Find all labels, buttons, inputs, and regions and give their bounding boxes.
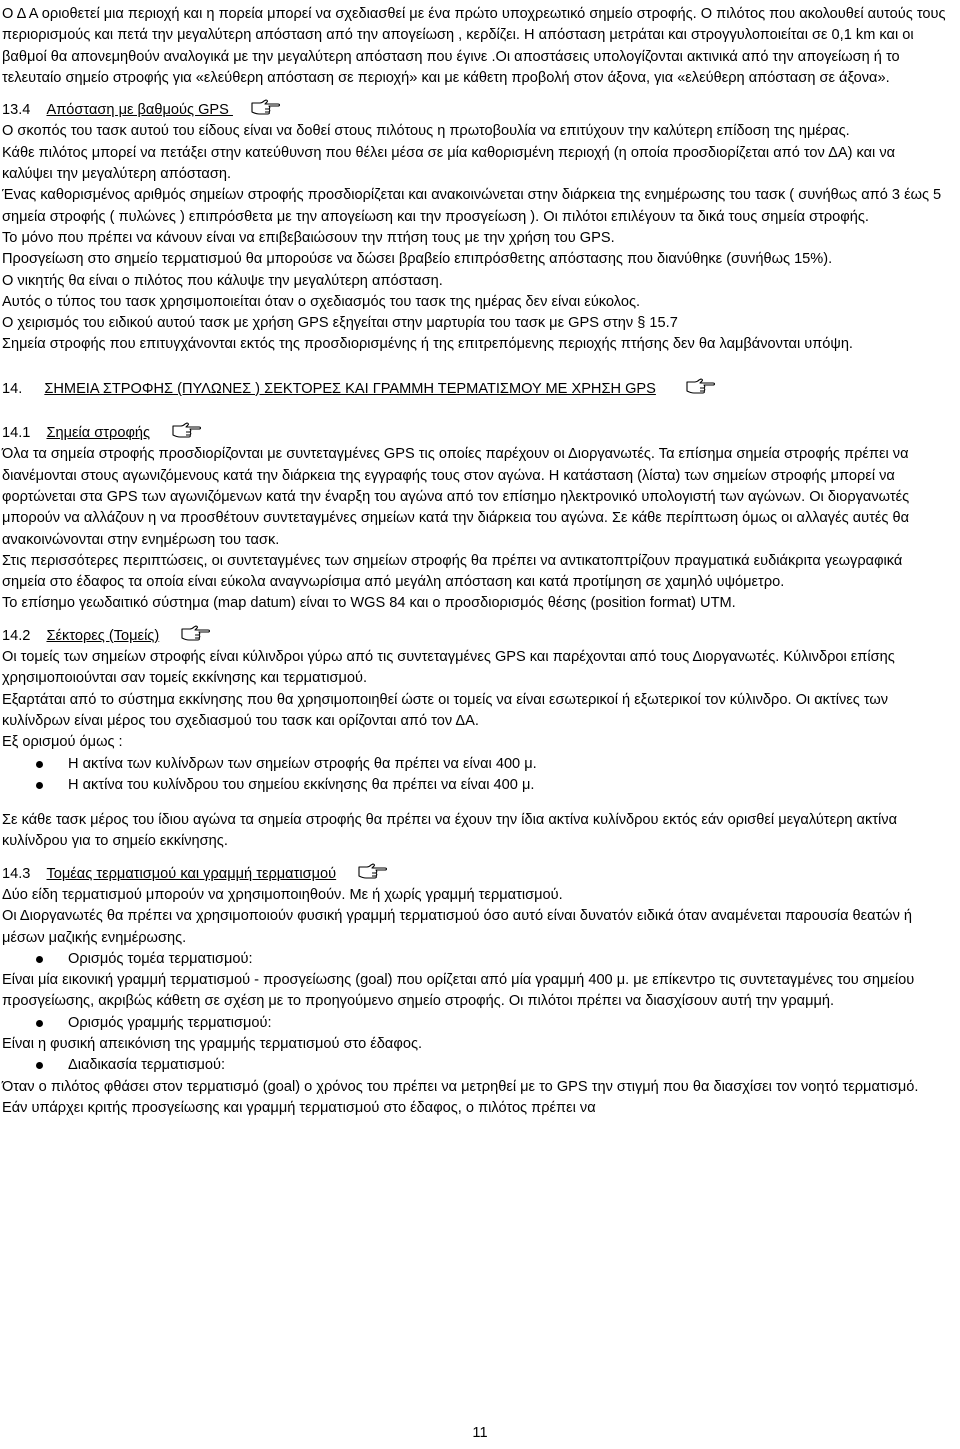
pointing-hand-icon [251, 99, 281, 117]
section-14-3-heading [0, 863, 960, 885]
bullet-list [0, 1013, 960, 1034]
section-title: Σημεία στροφής [46, 425, 151, 442]
section-title: Τομέας τερματισμού και γραμμή τερματισμού [46, 865, 337, 882]
bullet-item [0, 1055, 960, 1076]
bullet-text: Η ακτίνα του κυλίνδρου του σημείου εκκίνησης θα πρέπει να είναι 400 μ. [68, 776, 535, 793]
paragraph: Ένας καθορισμένος αριθμός σημείων στροφής προσδιορίζεται και ανακοινώνεται στην διάρκεια της ενημέρωσης του τασκ ( συνήθως από 3 έως 5 σημεία στροφής ( πυλώνες ) επιπρόσθετα με την απογείωση και την προσγείωση ). Οι πιλότοι επιλέγουν τα δικά τους σημεία στροφής. [2, 187, 942, 225]
section-number: 13.4 [2, 102, 31, 119]
page-number: 11 [472, 1425, 488, 1441]
bullet-item [0, 775, 960, 796]
paragraph: Είναι μία εικονική γραμμή τερματισμού - προσγείωσης (goal) που ορίζεται από μία γραμμή 400 μ. με επίκεντρο τις συντεταγμένες του σημείου προσγείωσης, ακριβώς κάθετη σε σχέση με το προηγούμενο σημείο στροφής. Οι πιλότοι πρέπει να διασχίσουν αυτή την γραμμή. [2, 972, 915, 1010]
paragraph: Οι Διοργανωτές θα πρέπει να χρησιμοποιούν φυσική γραμμή τερματισμού όσο αυτό είναι δυνατόν ειδικά όταν αναμένεται παρουσία θεατών ή μέσων μαζικής ενημέρωσης. [2, 908, 913, 946]
bullet-text: Η ακτίνα των κυλίνδρων των σημείων στροφής θα πρέπει να είναι 400 μ. [68, 755, 537, 772]
paragraph: Εξαρτάται από το σύστημα εκκίνησης που θα χρησιμοποιηθεί ώστε οι τομείς να είναι εσωτερικοί ή εξωτερικοί τον κύλινδρο. Οι ακτίνες των κυλίνδρων είναι μέρος του σχεδιασμού του τασκ και ορίζονται από τον ΔΑ. [2, 691, 889, 729]
bullet-item [0, 754, 960, 775]
section-title: ΣΗΜΕΙΑ ΣΤΡΟΦΗΣ (ΠΥΛΩΝΕΣ ) ΣΕΚΤΟΡΕΣ ΚΑΙ ΓΡΑΜΜΗ ΤΕΡΜΑΤΙΣΜΟΥ ΜΕ ΧΡΗΣΗ GPS [44, 380, 656, 397]
paragraph: Το μόνο που πρέπει να κάνουν είναι να επιβεβαιώσουν την πτήση τους με την χρήση του GPS. [2, 229, 615, 246]
section-13-4-heading [0, 99, 960, 121]
bullet-dot-icon [36, 956, 43, 963]
bullet-item [0, 949, 960, 970]
bullet-dot-icon [36, 782, 43, 789]
paragraph: Σε κάθε τασκ μέρος του ίδιου αγώνα τα σημεία στροφής θα πρέπει να έχουν την ίδια ακτίνα κυλίνδρου εκτός εάν ορισθεί μεγαλύτερη ακτίνα κυλίνδρου για το σημείο εκκίνησης. [2, 812, 898, 850]
pointing-hand-icon [686, 378, 716, 396]
section-title: Απόσταση με βαθμούς GPS [46, 102, 233, 119]
document-page [0, 4, 960, 1119]
bullet-dot-icon [36, 1020, 43, 1027]
paragraph: Σημεία στροφής που επιτυγχάνονται εκτός της προσδιορισμένης ή της επιτρεπόμενης περιοχής πτήσης δεν θα λαμβάνονται υπόψη. [2, 336, 853, 353]
bullet-list [0, 754, 960, 797]
paragraph: Ο νικητής θα είναι ο πιλότος που κάλυψε την μεγαλύτερη απόσταση. [2, 272, 443, 289]
section-number: 14.1 [2, 425, 31, 442]
section-number: 14.2 [2, 627, 31, 644]
bullet-item [0, 1013, 960, 1034]
bullet-dot-icon [36, 761, 43, 768]
bullet-text: Διαδικασία τερματισμού: [68, 1057, 226, 1074]
bullet-text: Ορισμός τομέα τερματισμού: [68, 950, 253, 967]
bullet-list [0, 1055, 960, 1076]
paragraph: Κάθε πιλότος μπορεί να πετάξει στην κατεύθυνση που θέλει μέσα σε μία καθορισμένη περιοχή (η οποία προσδιορίζεται από τον ΔΑ) και να καλύψει την μεγαλύτερη απόσταση. [2, 144, 896, 183]
bullet-list [0, 949, 960, 970]
section-14-2-heading [0, 625, 960, 647]
bullet-text: Ορισμός γραμμής τερματισμού: [68, 1014, 272, 1031]
pointing-hand-icon [181, 625, 211, 643]
paragraph: Όλα τα σημεία στροφής προσδιορίζονται με συντεταγμένες GPS τις οποίες παρέχουν οι Διοργανωτές. Τα επίσημα σημεία στροφής πρέπει να διανέμονται στους αγωνιζόμενους κατά την διάρκεια της εγγραφής τους στον αγώνα. Η κατάσταση (λίστα) των σημείων στροφής μπορεί να φορτώνεται στα GPS των αγωνιζόμενων κατά την έναρξη του αγώνα από τον επίσημο ηλεκτρονικό υπολογιστή των αγώνων. Οι διοργανωτές μπορούν να αλλάζουν η να προσθέτουν συντεταγμένες σημείων κατά την διάρκεια του αγώνα. Σε κάθε περίπτωση όμως οι αλλαγές αυτές θα ανακοινώνονται στην ενημέρωση του τασκ. [2, 446, 910, 548]
paragraph: Το επίσημο γεωδαιτικό σύστημα (map datum) είναι το WGS 84 και ο προσδιορισμός θέσης (position format) UTM. [2, 595, 736, 612]
section-14-heading [0, 378, 960, 400]
paragraph: Ο χειρισμός του ειδικού αυτού τασκ με χρήση GPS εξηγείται στην μαρτυρία του τασκ με GPS στην § 15.7 [2, 315, 678, 332]
paragraph: Αυτός ο τύπος του τασκ χρησιμοποιείται όταν ο σχεδιασμός του τασκ της ημέρας δεν είναι εύκολος. [2, 293, 641, 310]
paragraph: Δύο είδη τερματισμού μπορούν να χρησιμοποιηθούν. Με ή χωρίς γραμμή τερματισμού. [2, 886, 563, 903]
pointing-hand-icon [172, 422, 202, 440]
paragraph: Εξ ορισμού όμως : [2, 734, 123, 751]
paragraph: Ο Δ Α οριοθετεί μια περιοχή και η πορεία μπορεί να σχεδιασθεί με ένα πρώτο υποχρεωτικό σημείο στροφής. Ο πιλότος που ακολουθεί αυτούς τους περιορισμούς και πετά την μεγαλύτερη απόσταση από την απογείωση , κερδίζει. Η απόσταση μετράται και στρογγυλοποιείται σε 0,1 km και οι βαθμοί θα απονεμηθούν αναλογικά με την μεγαλύτερη απόσταση που έγινε .Οι αποστάσεις υπολογίζονται ακτινικά από την απογείωση ή το τελευταίο σημείο στροφής για «ελεύθερη απόσταση σε περιοχή» και με κάθετη προβολή στον άξονα, για «ελεύθερη απόσταση σε άξονα». [2, 6, 946, 86]
paragraph: Στις περισσότερες περιπτώσεις, οι συντεταγμένες των σημείων στροφής θα πρέπει να αντικατοπτρίζουν πραγματικά ευδιάκριτα γεωγραφικά σημεία στο έδαφος τα οποία είναι εύκολα αναγνωρίσιμα από μεγάλη απόσταση και κατά προτίμηση σε χαμηλό υψόμετρο. [2, 552, 903, 591]
paragraph: Είναι η φυσική απεικόνιση της γραμμής τερματισμού στο έδαφος. [2, 1036, 423, 1053]
paragraph: Προσγείωση στο σημείο τερματισμού θα μπορούσε να δώσει βραβείο επιπρόσθετης απόστασης που διανύθηκε (συνήθως 15%). [2, 251, 833, 268]
section-14-1-heading [0, 422, 960, 444]
bullet-dot-icon [36, 1062, 43, 1069]
section-number: 14.3 [2, 865, 31, 882]
paragraph: Ο σκοπός του τασκ αυτού του είδους είναι να δοθεί στους πιλότους η πρωτοβουλία να επιτύχουν την καλύτερη επίδοση της ημέρας. [2, 123, 850, 140]
paragraph: Οι τομείς των σημείων στροφής είναι κύλινδροι γύρω από τις συντεταγμένες GPS και παρέχονται από τους Διοργανωτές. Κύλινδροι επίσης χρησιμοποιούνται σαν τομείς εκκίνησης και τερματισμού. [2, 649, 895, 687]
paragraph: Όταν ο πιλότος φθάσει στον τερματισμό (goal) ο χρόνος του πρέπει να μετρηθεί με το GPS την στιγμή που θα διασχίσει τον νοητό τερματισμό. Εάν υπάρχει κριτής προσγείωσης και γραμμή τερματισμού στο έδαφος, ο πιλότος πρέπει να [2, 1078, 919, 1116]
section-number: 14. [2, 380, 23, 397]
pointing-hand-icon [358, 863, 388, 881]
section-title: Σέκτορες (Τομείς) [46, 627, 160, 644]
